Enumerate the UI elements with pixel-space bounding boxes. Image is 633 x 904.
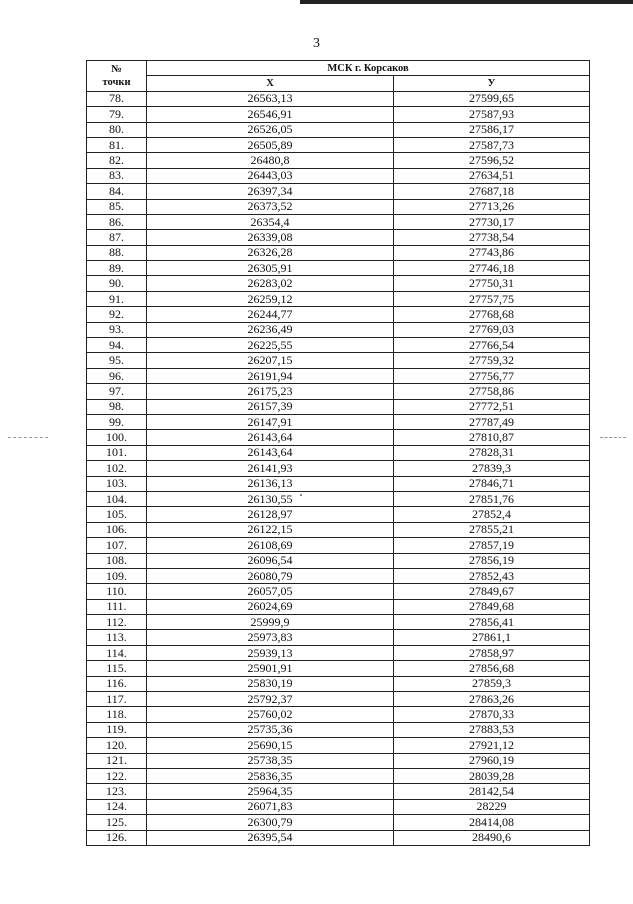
header-x: X — [147, 76, 394, 91]
table-row — [87, 784, 590, 799]
x-coordinate-cell: 26122,15 — [147, 522, 394, 537]
table-row — [87, 276, 590, 291]
y-coordinate-cell: 27738,54 — [394, 230, 590, 245]
y-coordinate-cell: 27852,4 — [394, 507, 590, 522]
x-coordinate-cell: 26283,02 — [147, 276, 394, 291]
x-coordinate-cell: 26057,05 — [147, 584, 394, 599]
table-body — [87, 91, 590, 845]
table-row — [87, 461, 590, 476]
table-row — [87, 399, 590, 414]
y-coordinate-cell: 27859,3 — [394, 676, 590, 691]
x-coordinate-cell: 26136,13 — [147, 476, 394, 491]
point-number-cell: 93. — [87, 322, 147, 337]
x-coordinate-cell: 26024,69 — [147, 599, 394, 614]
point-number-cell: 96. — [87, 368, 147, 383]
y-coordinate-cell: 28490,6 — [394, 830, 590, 845]
y-coordinate-cell: 27730,17 — [394, 214, 590, 229]
x-coordinate-cell: 25830,19 — [147, 676, 394, 691]
x-coordinate-cell: 26505,89 — [147, 137, 394, 152]
y-coordinate-cell: 27757,75 — [394, 291, 590, 306]
header-coordinate-system: МСК г. Корсаков — [147, 61, 590, 76]
y-coordinate-cell: 28229 — [394, 799, 590, 814]
point-number-cell: 94. — [87, 338, 147, 353]
y-coordinate-cell: 27772,51 — [394, 399, 590, 414]
point-number-cell: 103. — [87, 476, 147, 491]
y-coordinate-cell: 27759,32 — [394, 353, 590, 368]
header-row-top — [87, 61, 590, 76]
table-row — [87, 91, 590, 106]
y-coordinate-cell: 27756,77 — [394, 368, 590, 383]
point-number-cell: 97. — [87, 384, 147, 399]
x-coordinate-cell: 26326,28 — [147, 245, 394, 260]
table-row — [87, 137, 590, 152]
x-coordinate-cell: 25735,36 — [147, 722, 394, 737]
x-coordinate-cell: 25690,15 — [147, 738, 394, 753]
point-number-cell: 87. — [87, 230, 147, 245]
table-row — [87, 322, 590, 337]
table-row — [87, 568, 590, 583]
point-number-cell: 88. — [87, 245, 147, 260]
table-row — [87, 692, 590, 707]
page-number: 3 — [313, 36, 320, 51]
y-coordinate-cell: 27828,31 — [394, 445, 590, 460]
point-number-cell: 116. — [87, 676, 147, 691]
table-row — [87, 830, 590, 845]
x-coordinate-cell: 26443,03 — [147, 168, 394, 183]
y-coordinate-cell: 27846,71 — [394, 476, 590, 491]
x-coordinate-cell: 26244,77 — [147, 307, 394, 322]
table-row — [87, 676, 590, 691]
scan-artifact-left — [8, 437, 48, 439]
x-coordinate-cell: 26300,79 — [147, 815, 394, 830]
header-number-symbol: № — [111, 63, 122, 75]
y-coordinate-cell: 27768,68 — [394, 307, 590, 322]
table-row — [87, 599, 590, 614]
point-number-cell: 112. — [87, 615, 147, 630]
point-number-cell: 117. — [87, 692, 147, 707]
table-row — [87, 245, 590, 260]
x-coordinate-cell: 26236,49 — [147, 322, 394, 337]
y-coordinate-cell: 27758,86 — [394, 384, 590, 399]
point-number-cell: 90. — [87, 276, 147, 291]
table-row — [87, 353, 590, 368]
x-coordinate-cell: 25964,35 — [147, 784, 394, 799]
point-number-cell: 102. — [87, 461, 147, 476]
x-coordinate-cell: 26526,05 — [147, 122, 394, 137]
point-number-cell: 101. — [87, 445, 147, 460]
table-row — [87, 476, 590, 491]
point-number-cell: 84. — [87, 184, 147, 199]
point-number-cell: 119. — [87, 722, 147, 737]
x-coordinate-cell: 26563,13 — [147, 91, 394, 106]
table-row — [87, 522, 590, 537]
x-coordinate-cell: 26096,54 — [147, 553, 394, 568]
table-row — [87, 107, 590, 122]
x-coordinate-cell: 26395,54 — [147, 830, 394, 845]
table-row — [87, 414, 590, 429]
table-row — [87, 645, 590, 660]
y-coordinate-cell: 27921,12 — [394, 738, 590, 753]
x-coordinate-cell: 26175,23 — [147, 384, 394, 399]
x-coordinate-cell: 26147,91 — [147, 414, 394, 429]
y-coordinate-cell: 27960,19 — [394, 753, 590, 768]
point-number-cell: 82. — [87, 153, 147, 168]
y-coordinate-cell: 27849,67 — [394, 584, 590, 599]
point-number-cell: 92. — [87, 307, 147, 322]
y-coordinate-cell: 27851,76 — [394, 491, 590, 506]
point-number-cell: 79. — [87, 107, 147, 122]
table-row — [87, 553, 590, 568]
point-number-cell: 110. — [87, 584, 147, 599]
table-row — [87, 768, 590, 783]
table-row — [87, 491, 590, 506]
point-number-cell: 115. — [87, 661, 147, 676]
y-coordinate-cell: 27857,19 — [394, 538, 590, 553]
point-number-cell: 121. — [87, 753, 147, 768]
point-number-cell: 89. — [87, 261, 147, 276]
point-number-cell: 124. — [87, 799, 147, 814]
table-row — [87, 338, 590, 353]
point-number-cell: 95. — [87, 353, 147, 368]
table-row — [87, 168, 590, 183]
y-coordinate-cell: 27766,54 — [394, 338, 590, 353]
table-row — [87, 261, 590, 276]
y-coordinate-cell: 28039,28 — [394, 768, 590, 783]
y-coordinate-cell: 27839,3 — [394, 461, 590, 476]
y-coordinate-cell: 27599,65 — [394, 91, 590, 106]
table-row — [87, 122, 590, 137]
scan-artifact-right — [600, 437, 626, 439]
x-coordinate-cell: 25999,9 — [147, 615, 394, 630]
header-row-axes — [87, 76, 590, 91]
table-header — [87, 61, 590, 92]
x-coordinate-cell: 26130,55 — [147, 491, 394, 506]
x-coordinate-cell: 26397,34 — [147, 184, 394, 199]
header-number-label: точки — [102, 76, 131, 88]
x-coordinate-cell: 26080,79 — [147, 568, 394, 583]
point-number-cell: 106. — [87, 522, 147, 537]
header-y: У — [394, 76, 590, 91]
y-coordinate-cell: 27687,18 — [394, 184, 590, 199]
point-number-cell: 78. — [87, 91, 147, 106]
x-coordinate-cell: 25760,02 — [147, 707, 394, 722]
table-row — [87, 291, 590, 306]
point-number-cell: 108. — [87, 553, 147, 568]
table-row — [87, 753, 590, 768]
point-number-cell: 113. — [87, 630, 147, 645]
point-number-cell: 85. — [87, 199, 147, 214]
x-coordinate-cell: 26143,64 — [147, 445, 394, 460]
table-row — [87, 722, 590, 737]
point-number-cell: 91. — [87, 291, 147, 306]
point-number-cell: 99. — [87, 414, 147, 429]
y-coordinate-cell: 27849,68 — [394, 599, 590, 614]
point-number-cell: 120. — [87, 738, 147, 753]
x-coordinate-cell: 25792,37 — [147, 692, 394, 707]
x-coordinate-cell: 25836,35 — [147, 768, 394, 783]
point-number-cell: 107. — [87, 538, 147, 553]
table-row — [87, 815, 590, 830]
y-coordinate-cell: 27810,87 — [394, 430, 590, 445]
y-coordinate-cell: 27587,73 — [394, 137, 590, 152]
point-number-cell: 83. — [87, 168, 147, 183]
table-row — [87, 738, 590, 753]
y-coordinate-cell: 27863,26 — [394, 692, 590, 707]
point-number-cell: 122. — [87, 768, 147, 783]
y-coordinate-cell: 27856,68 — [394, 661, 590, 676]
x-coordinate-cell: 26546,91 — [147, 107, 394, 122]
table-row — [87, 661, 590, 676]
y-coordinate-cell: 27750,31 — [394, 276, 590, 291]
y-coordinate-cell: 27856,19 — [394, 553, 590, 568]
point-number-cell: 109. — [87, 568, 147, 583]
y-coordinate-cell: 27586,17 — [394, 122, 590, 137]
table-row — [87, 214, 590, 229]
point-number-cell: 105. — [87, 507, 147, 522]
top-edge-rule — [300, 0, 633, 4]
table-row — [87, 630, 590, 645]
table-row — [87, 707, 590, 722]
point-number-cell: 81. — [87, 137, 147, 152]
y-coordinate-cell: 27858,97 — [394, 645, 590, 660]
y-coordinate-cell: 27787,49 — [394, 414, 590, 429]
x-coordinate-cell: 25939,13 — [147, 645, 394, 660]
y-coordinate-cell: 27587,93 — [394, 107, 590, 122]
y-coordinate-cell: 27856,41 — [394, 615, 590, 630]
point-number-cell: 86. — [87, 214, 147, 229]
x-coordinate-cell: 26143,64 — [147, 430, 394, 445]
point-number-cell: 118. — [87, 707, 147, 722]
x-coordinate-cell: 26480,8 — [147, 153, 394, 168]
x-coordinate-cell: 26108,69 — [147, 538, 394, 553]
table-row — [87, 307, 590, 322]
point-number-cell: 114. — [87, 645, 147, 660]
point-number-cell: 100. — [87, 430, 147, 445]
point-number-cell: 80. — [87, 122, 147, 137]
y-coordinate-cell: 27883,53 — [394, 722, 590, 737]
x-coordinate-cell: 26128,97 — [147, 507, 394, 522]
point-number-cell: 125. — [87, 815, 147, 830]
table-row — [87, 184, 590, 199]
table-row — [87, 430, 590, 445]
coordinates-table — [86, 60, 590, 846]
y-coordinate-cell: 27634,51 — [394, 168, 590, 183]
point-number-cell: 123. — [87, 784, 147, 799]
x-coordinate-cell: 26354,4 — [147, 214, 394, 229]
x-coordinate-cell: 25973,83 — [147, 630, 394, 645]
table-row — [87, 584, 590, 599]
y-coordinate-cell: 27743,86 — [394, 245, 590, 260]
x-coordinate-cell: 26191,94 — [147, 368, 394, 383]
table-row — [87, 615, 590, 630]
header-point-number — [87, 61, 147, 92]
table-row — [87, 538, 590, 553]
y-coordinate-cell: 27746,18 — [394, 261, 590, 276]
x-coordinate-cell: 25901,91 — [147, 661, 394, 676]
y-coordinate-cell: 27713,26 — [394, 199, 590, 214]
point-number-cell: 126. — [87, 830, 147, 845]
y-coordinate-cell: 27852,43 — [394, 568, 590, 583]
x-coordinate-cell: 26305,91 — [147, 261, 394, 276]
x-coordinate-cell: 26339,08 — [147, 230, 394, 245]
y-coordinate-cell: 28414,08 — [394, 815, 590, 830]
x-coordinate-cell: 26225,55 — [147, 338, 394, 353]
x-coordinate-cell: 25738,35 — [147, 753, 394, 768]
x-coordinate-cell: 26071,83 — [147, 799, 394, 814]
table-row — [87, 384, 590, 399]
point-number-cell: 104. — [87, 491, 147, 506]
y-coordinate-cell: 27596,52 — [394, 153, 590, 168]
table-row — [87, 799, 590, 814]
table-row — [87, 445, 590, 460]
point-number-cell: 98. — [87, 399, 147, 414]
y-coordinate-cell: 28142,54 — [394, 784, 590, 799]
x-coordinate-cell: 26157,39 — [147, 399, 394, 414]
y-coordinate-cell: 27870,33 — [394, 707, 590, 722]
x-coordinate-cell: 26141,93 — [147, 461, 394, 476]
x-coordinate-cell: 26207,15 — [147, 353, 394, 368]
x-coordinate-cell: 26259,12 — [147, 291, 394, 306]
table-row — [87, 153, 590, 168]
table-row — [87, 230, 590, 245]
y-coordinate-cell: 27855,21 — [394, 522, 590, 537]
x-coordinate-cell: 26373,52 — [147, 199, 394, 214]
point-number-cell: 111. — [87, 599, 147, 614]
table-row — [87, 507, 590, 522]
table-row — [87, 199, 590, 214]
y-coordinate-cell: 27861,1 — [394, 630, 590, 645]
table-row — [87, 368, 590, 383]
y-coordinate-cell: 27769,03 — [394, 322, 590, 337]
